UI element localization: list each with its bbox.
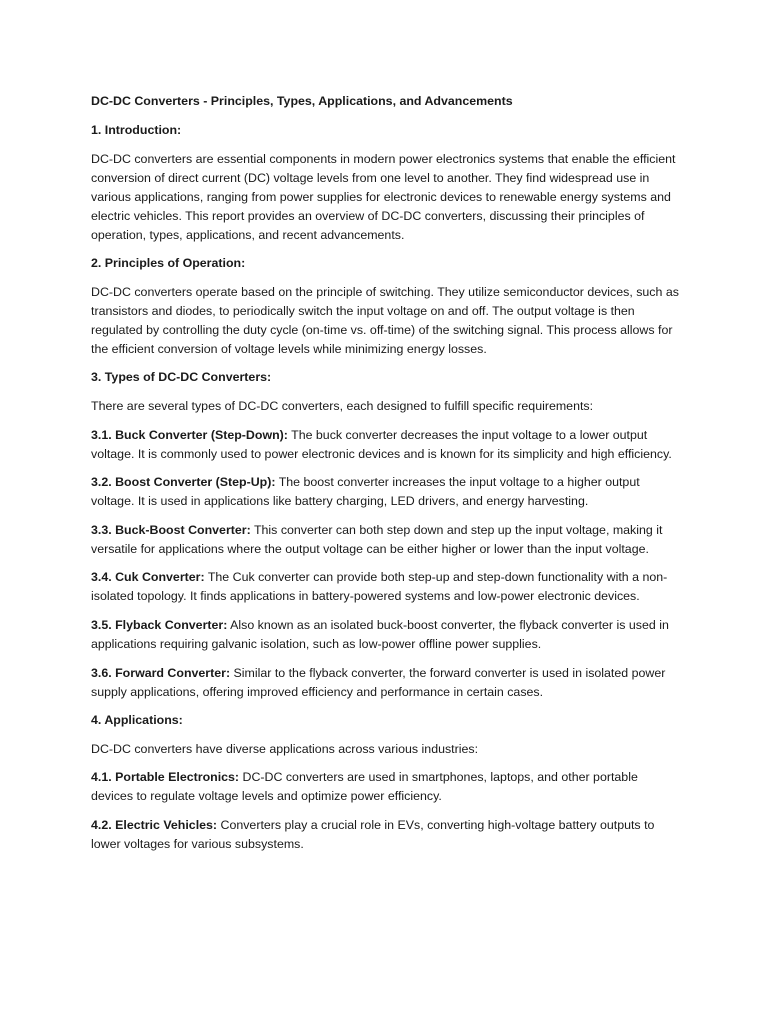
section-heading-principles: 2. Principles of Operation:	[91, 256, 246, 271]
principles-paragraph: DC-DC converters operate based on the principle of switching. They utilize semiconductor devices, such as transistors and diodes, to periodically switch the input voltage on and off. The output voltage is then regulated by controlling the duty cycle (on-time vs. off-time) of the switching signal. This process allows for the efficient conversion of voltage levels while minimizing energy losses.	[91, 284, 679, 356]
type-item-text: This converter can both step down and step up the input voltage, making it versatile for applications where the output voltage can be either higher or lower than the input voltage.	[91, 522, 663, 556]
type-item-cuk	[91, 568, 681, 606]
type-item-text: Similar to the flyback converter, the forward converter is used in isolated power supply applications, offering improved efficiency and performance in certain cases.	[91, 665, 666, 699]
type-item-text: The Cuk converter can provide both step-up and step-down functionality with a non-isolated topology. It finds applications in battery-powered systems and low-power electronic devices.	[91, 570, 668, 604]
application-item-electric-vehicles	[91, 816, 681, 854]
type-item-term: 3.1. Buck Converter (Step-Down):	[91, 427, 288, 442]
application-item-term: 4.2. Electric Vehicles:	[91, 817, 218, 832]
type-item-flyback	[91, 616, 681, 654]
application-item-portable-electronics	[91, 768, 681, 806]
type-item-text: The boost converter increases the input voltage to a higher output voltage. It is used in applications like battery charging, LED drivers, and energy harvesting.	[91, 475, 640, 509]
applications-intro-paragraph: DC-DC converters have diverse applications across various industries:	[91, 741, 479, 756]
introduction-paragraph: DC-DC converters are essential components in modern power electronics systems that enable the efficient conversion of direct current (DC) voltage levels from one level to another. They find widespread use in various applications, ranging from power supplies for electronic devices to renewable energy systems and electric vehicles. This report provides an overview of DC-DC converters, discussing their principles of operation, types, applications, and recent advancements.	[91, 151, 676, 242]
type-item-forward	[91, 664, 681, 702]
type-item-term: 3.3. Buck-Boost Converter:	[91, 522, 251, 537]
type-item-term: 3.2. Boost Converter (Step-Up):	[91, 475, 276, 490]
type-item-term: 3.6. Forward Converter:	[91, 665, 231, 680]
section-heading-applications: 4. Applications:	[91, 713, 183, 728]
section-heading-types: 3. Types of DC-DC Converters:	[91, 370, 272, 385]
type-item-term: 3.4. Cuk Converter:	[91, 570, 205, 585]
document-title: DC-DC Converters - Principles, Types, Applications, and Advancements	[91, 94, 513, 108]
type-item-text: Also known as an isolated buck-boost converter, the flyback converter is used in applications requiring galvanic isolation, such as low-power offline power supplies.	[91, 617, 669, 651]
type-item-buck	[91, 426, 681, 464]
application-item-text: DC-DC converters are used in smartphones, laptops, and other portable devices to regulate voltage levels and optimize power efficiency.	[91, 770, 638, 804]
type-item-text: The buck converter decreases the input voltage to a lower output voltage. It is commonly used to power electronic devices and is known for its simplicity and high efficiency.	[91, 427, 672, 461]
application-item-text: Converters play a crucial role in EVs, converting high-voltage battery outputs to lower voltages for various subsystems.	[91, 817, 655, 851]
types-intro-paragraph: There are several types of DC-DC converters, each designed to fulfill specific requirements:	[91, 398, 594, 413]
application-item-term: 4.1. Portable Electronics:	[91, 770, 240, 785]
type-item-boost	[91, 473, 681, 511]
type-item-buck-boost	[91, 521, 681, 559]
type-item-term: 3.5. Flyback Converter:	[91, 617, 228, 632]
section-heading-introduction: 1. Introduction:	[91, 123, 182, 137]
document-page	[91, 92, 681, 864]
